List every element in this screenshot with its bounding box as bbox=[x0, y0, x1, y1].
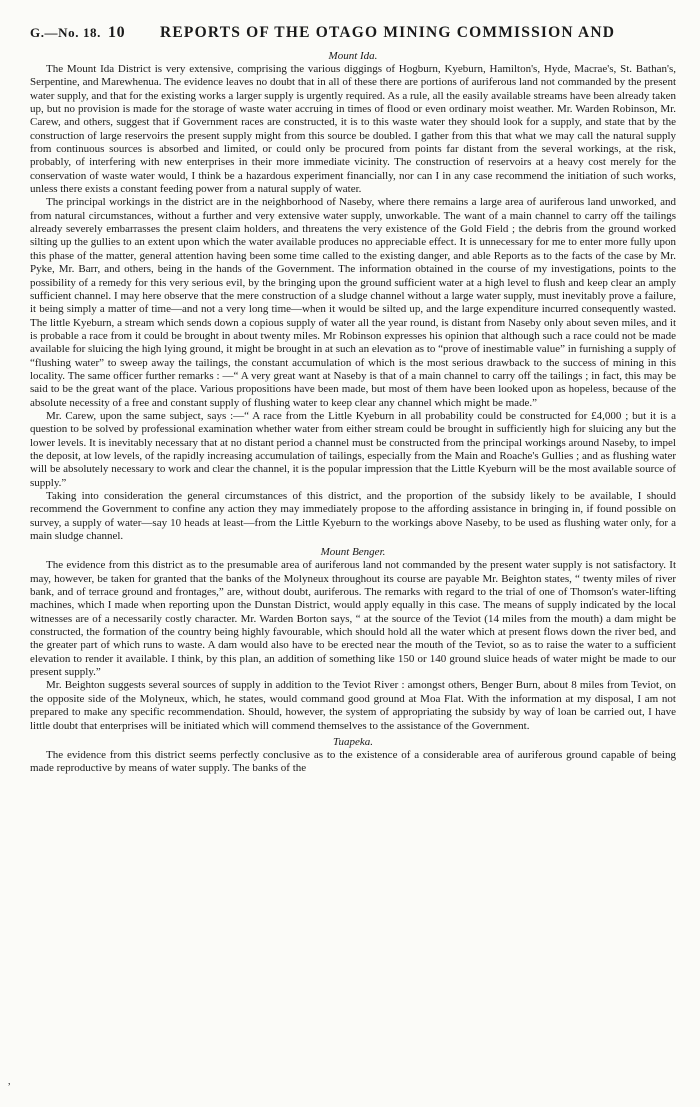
section-heading: Mount Benger. bbox=[320, 546, 386, 559]
margin-mark: , bbox=[8, 1076, 11, 1087]
page-number: 10 bbox=[108, 24, 126, 41]
section-tuapeka bbox=[30, 736, 676, 776]
paragraph: Mr. Carew, upon the same subject, says :—“ A race from the Little Kyeburn in all probability could be constructed for £4,000 ; but it is a question to be solved by professional examination whether water from either stream could be brought in sufficiently high for sluicing any but the lower levels. It is inevitably necessary that at no distant period a channel must be constructed from the principal workings around Naseby, to impel the deposit, at low levels, of the rapidly increasing accumulation of tailings, especially from the Main and Roache's Gullies ; and as flushing water will be absolutely necessary to work and clear the channel, it is the popular impression that the Little Kyeburn will be the most available source of supply.” bbox=[30, 409, 676, 489]
page-header bbox=[30, 24, 676, 42]
paragraph: The principal workings in the district are in the neighborhood of Naseby, where there remains a large area of auriferous land unworked, and from natural circumstances, without a further and very extensive water supply, unworkable. The want of a main channel to carry off the tailings already severely embarrasses the present claim holders, and threatens the very existence of the Gold Field ; the debris from the ground worked silting up the gullies to an extent upon which the water available produces no appreciable effect. It is unnecessary for me to enter more fully upon this phase of the matter, general attention having been some time called to the existing danger, and able Reports as to the facts of the case by Mr. Pyke, Mr. Barr, and others, being in the hands of the Government. The information obtained in the course of my investigations, points to the possibility of a remedy for this very serious evil, by the bringing upon the ground sufficient water at a high level to flush and keep clear an amply sufficient channel. I may here observe that the mere construction of a sludge channel without a large water supply, must inevitably prove a failure, it being simply a matter of time—and not a very long time—when it would be silted up, and the large expenditure incurred consequently wasted. The little Kyeburn, a stream which sends down a copious supply of water all the year round, is distant from Naseby only about seven miles, and it is probable a race from it could be brought in about twenty miles. Mr Robinson expresses his opinion that although such a race could not be made available for sluicing the high lying ground, it might be brought in at such an elevation as to “prove of inestimable value” in furnishing a supply of “flushing water” to sweep away the tailings, the constant accumulation of which is the most serious drawback to the success of mining in this locality. The same officer further remarks : —“ A very great want at Naseby is that of a main channel to carry off the tailings ; in fact, this may be said to be the great want of the place. Various propositions have been made, but most of them have been looked upon as hopeless, because of the absolute necessity of a free and constant supply of flushing water to keep clear any channel which might be made.” bbox=[30, 196, 676, 409]
running-title: REPORTS OF THE OTAGO MINING COMMISSION AND bbox=[160, 24, 616, 41]
paragraph: Taking into consideration the general circumstances of this district, and the proportion of the subsidy likely to be available, I should recommend the Government to confine any action they may immediately propose to the affording assistance in bringing in, if found possible on survey, a supply of water—say 10 heads at least—from the Little Kyeburn to the workings above Naseby, to be used as flushing water only, for a main sludge channel. bbox=[30, 490, 676, 543]
paragraph: Mr. Beighton suggests several sources of supply in addition to the Teviot River : amongst others, Benger Burn, about 8 miles from Teviot, on the opposite side of the Molyneux, which, he states, would command good ground at Moa Flat. With the information at my disposal, I am not prepared to make any specific recommendation. Should, however, the system of appropriating the subsidy by way of loan be carried out, I have little doubt that enterprises will be initiated which will commend themselves to the assistance of the Government. bbox=[30, 679, 676, 732]
paragraph: The evidence from this district seems perfectly conclusive as to the existence of a considerable area of auriferous ground capable of being made reproductive by means of water supply. The banks of the bbox=[30, 748, 676, 775]
section-heading: Mount Ida. bbox=[328, 50, 378, 62]
paragraph: The Mount Ida District is very extensive, comprising the various diggings of Hogburn, Kyeburn, Hamilton's, Hyde, Macrae's, St. Bathan's, Serpentine, and Marewhenua. The evidence leaves no doubt that in all of these there are portions of auriferous land not commanded by the present water supply, and that for the existing works a larger supply is urgently required. As a rule, all the easily available streams have been already taken up, but no provision is made for the storage of waste water accruing in times of flood or even ordinary moist weather. Mr. Warden Robinson, Mr. Carew, and others, suggest that if Government races are constructed, it is to this waste water they should look for a supply, and state that by the construction of large reservoirs the present supply might from this source be doubled. I gather from this that what we may call the natural supply from continuous sources is absorbed and limited, or could only be procured from points far distant from the several workings, at the risk, probably, of interfering with new enterprises in their more immediate vicinity. The construction of reservoirs at a heavy cost merely for the conservation of waste water would, I think be a hazardous experiment financially, nor can I in any case recommend the initiation of such works, unless there exists a constant feeding power from a natural supply of water. bbox=[30, 63, 676, 196]
paragraph: The evidence from this district as to the presumable area of auriferous land not commanded by the present water supply is not satisfactory. It may, however, be taken for granted that the banks of the Molyneux throughout its course are payable Mr. Beighton states, “ twenty miles of river bank, and of terrace ground and frontages,” are, without doubt, auriferous. The remarks with regard to the trial of one of Thomson's water-lifting machines, which I made when reporting upon the Dunstan District, would apply equally in this case. The means of supply indicated by the local witnesses are of a necessarily costly character. Mr. Warden Borton says, “ at the source of the Teviot (14 miles from the mouth) a dam might be constructed, the formation of the country being highly favourable, which should hold all the water which at present flows down the river bed, and the greater part of which runs to waste. A dam would also have to be erected near the mouth of the Teviot, so as to raise the water to a sufficient elevation to render it available. I think, by this plan, an addition of something like 150 or 140 ground sluice heads of water might be made to our present supply.” bbox=[30, 559, 676, 679]
section-mount-benger bbox=[30, 546, 676, 732]
section-mount-ida bbox=[30, 50, 676, 543]
section-heading: Tuapeka. bbox=[332, 735, 374, 748]
document-reference: G.—No. 18. bbox=[30, 25, 101, 40]
